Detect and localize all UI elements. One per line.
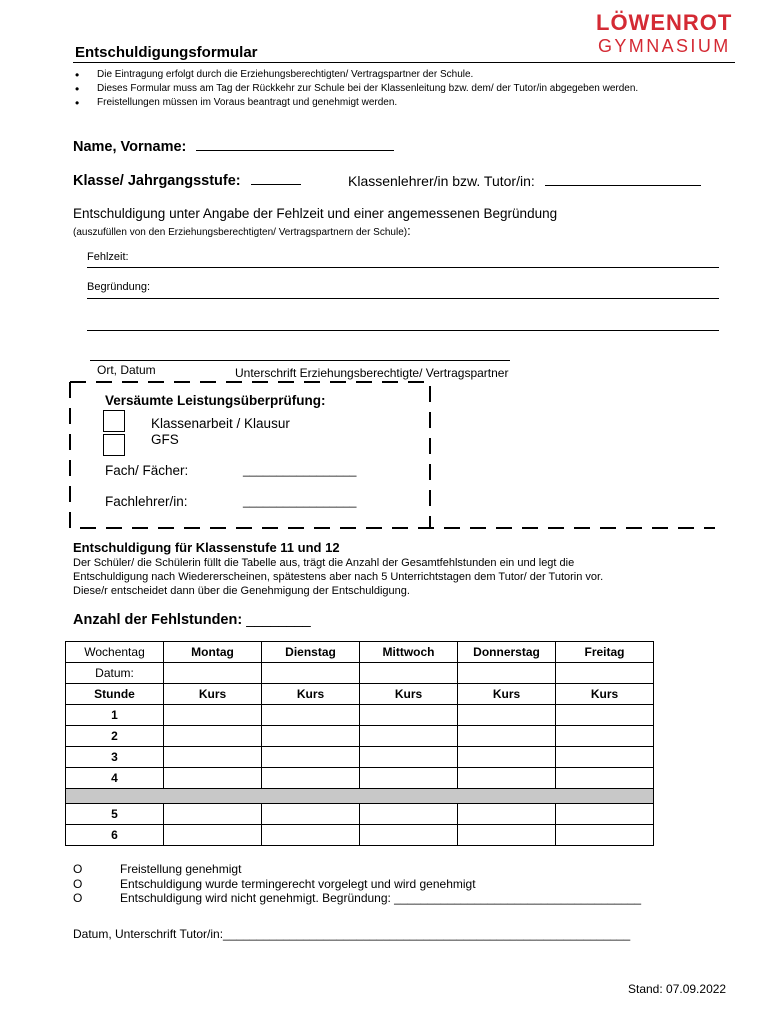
klassenlehrer-row <box>348 173 701 189</box>
oberstufe-text <box>73 556 603 598</box>
kurs-cell[interactable] <box>262 705 360 726</box>
oberstufe-heading: Entschuldigung für Klassenstufe 11 und 12 <box>73 540 340 555</box>
option-label: Entschuldigung wird nicht genehmigt. Begründung: _____________________________________ <box>120 891 642 905</box>
day-header: Freitag <box>556 642 654 663</box>
kurs-cell[interactable] <box>458 825 556 846</box>
entschuldigung-note-row <box>73 222 411 240</box>
klasse-label: Klasse/ Jahrgangsstufe: <box>73 173 241 189</box>
kurs-cell[interactable] <box>262 726 360 747</box>
kurs-cell[interactable] <box>360 768 458 789</box>
kurs-cell[interactable] <box>164 804 262 825</box>
table-row <box>66 747 654 768</box>
fehlzeit-field[interactable] <box>87 267 719 268</box>
kurs-cell[interactable] <box>360 747 458 768</box>
datum-cell[interactable] <box>262 663 360 684</box>
begruendung-field-2[interactable] <box>87 330 719 331</box>
instruction-item: • Dieses Formular muss am Tag der Rückkehr zur Schule bei der Klassenleitung bzw. dem/ der Tutor/in abgegeben werden. <box>75 82 638 96</box>
klasse-row <box>73 173 301 189</box>
fach-field[interactable]: _________________ <box>243 463 357 477</box>
datum-cell[interactable] <box>458 663 556 684</box>
kurs-cell[interactable] <box>360 705 458 726</box>
kurs-cell[interactable] <box>458 705 556 726</box>
table-row <box>66 705 654 726</box>
datum-cell[interactable] <box>164 663 262 684</box>
kurs-header: Kurs <box>556 684 654 705</box>
entschuldigung-colon: : <box>407 223 411 238</box>
kurs-cell[interactable] <box>458 804 556 825</box>
instruction-item: • Freistellungen müssen im Voraus beantragt und genehmigt werden. <box>75 96 638 110</box>
title-rule <box>73 62 735 63</box>
fachlehrer-field[interactable]: _________________ <box>243 494 357 508</box>
hour-label: 3 <box>66 747 164 768</box>
break-row <box>66 789 654 804</box>
oberstufe-line: Diese/r entscheidet dann über die Genehmigung der Entschuldigung. <box>73 585 410 597</box>
instruction-item: • Die Eintragung erfolgt durch die Erziehungsberechtigten/ Vertragspartner der Schule. <box>75 68 638 82</box>
fehlzeit-label: Fehlzeit: <box>87 251 129 263</box>
name-field[interactable] <box>196 150 394 151</box>
break-cell <box>66 789 654 804</box>
fehlstunden-label: Anzahl der Fehlstunden: <box>73 612 243 628</box>
kurs-cell[interactable] <box>164 768 262 789</box>
hour-label: 1 <box>66 705 164 726</box>
fach-label: Fach/ Fächer: <box>105 463 189 478</box>
kurs-cell[interactable] <box>360 726 458 747</box>
kurs-cell[interactable] <box>556 705 654 726</box>
kurs-cell[interactable] <box>262 747 360 768</box>
kurs-cell[interactable] <box>458 768 556 789</box>
fehlstunden-table <box>65 641 654 846</box>
stunde-header: Stunde <box>66 684 164 705</box>
kurs-cell[interactable] <box>164 726 262 747</box>
logo-wordmark-top: LÖWENROT <box>596 10 733 35</box>
kurs-cell[interactable] <box>360 825 458 846</box>
kurs-cell[interactable] <box>556 726 654 747</box>
kurs-cell[interactable] <box>360 804 458 825</box>
table-row <box>66 768 654 789</box>
instructions-list <box>75 68 638 110</box>
name-label: Name, Vorname: <box>73 139 187 155</box>
leistung-heading: Versäumte Leistungsüberprüfung: <box>105 393 326 408</box>
kurs-cell[interactable] <box>458 747 556 768</box>
table-row <box>66 825 654 846</box>
hour-label: 5 <box>66 804 164 825</box>
fehlstunden-row <box>73 612 311 628</box>
kurs-cell[interactable] <box>164 825 262 846</box>
kurs-cell[interactable] <box>262 825 360 846</box>
hour-label: 2 <box>66 726 164 747</box>
klassenlehrer-label: Klassenlehrer/in bzw. Tutor/in: <box>348 173 535 189</box>
entschuldigung-heading: Entschuldigung unter Angabe der Fehlzeit und einer angemessenen Begründung <box>73 206 558 221</box>
klassenarbeit-checkbox[interactable] <box>103 410 125 432</box>
kurs-header: Kurs <box>262 684 360 705</box>
option-marker[interactable]: O <box>73 862 83 876</box>
option-label: Freistellung genehmigt <box>120 862 242 876</box>
day-header: Montag <box>164 642 262 663</box>
oberstufe-line: Der Schüler/ die Schülerin füllt die Tabelle aus, trägt die Anzahl der Gesamtfehlstunden ein und legt die <box>73 557 575 569</box>
logo-wordmark-bottom: GYMNASIUM <box>598 36 731 56</box>
hour-label: 6 <box>66 825 164 846</box>
datum-cell[interactable] <box>556 663 654 684</box>
hour-label: 4 <box>66 768 164 789</box>
unterschrift-label: Unterschrift Erziehungsberechtigte/ Vertragspartner <box>235 366 509 380</box>
kurs-header: Kurs <box>360 684 458 705</box>
kurs-cell[interactable] <box>164 705 262 726</box>
begruendung-label: Begründung: <box>87 281 150 293</box>
kurs-cell[interactable] <box>262 804 360 825</box>
day-header: Donnerstag <box>458 642 556 663</box>
kurs-header: Kurs <box>164 684 262 705</box>
kurs-cell[interactable] <box>556 747 654 768</box>
datum-header: Datum: <box>66 663 164 684</box>
wochentag-header: Wochentag <box>66 642 164 663</box>
datum-cell[interactable] <box>360 663 458 684</box>
ort-datum-label: Ort, Datum <box>97 363 156 377</box>
kurs-cell[interactable] <box>262 768 360 789</box>
begruendung-field[interactable] <box>87 298 719 299</box>
option-marker[interactable]: O <box>73 876 83 891</box>
signature-line[interactable] <box>90 360 510 361</box>
kurs-header: Kurs <box>458 684 556 705</box>
entschuldigung-note: (auszufüllen von den Erziehungsberechtigten/ Vertragspartnern der Schule) <box>73 227 408 238</box>
table-row <box>66 726 654 747</box>
gfs-label: GFS <box>151 432 179 447</box>
option-marker[interactable]: O <box>73 891 83 905</box>
kurs-cell[interactable] <box>164 747 262 768</box>
form-title: Entschuldigungsformular <box>75 44 258 61</box>
oberstufe-line: Entschuldigung nach Wiedererscheinen, spätestens aber nach 5 Unterrichtstagen dem Tutor/ der Tutorin vor. <box>73 571 604 583</box>
gfs-checkbox[interactable] <box>103 434 125 456</box>
klassenarbeit-label: Klassenarbeit / Klausur <box>151 416 290 431</box>
kurs-cell[interactable] <box>458 726 556 747</box>
kurs-cell[interactable] <box>556 768 654 789</box>
klassenlehrer-field[interactable] <box>545 185 701 186</box>
table-row <box>66 804 654 825</box>
kurs-cell[interactable] <box>556 825 654 846</box>
fehlstunden-field[interactable]: ________ <box>246 612 311 628</box>
day-header: Mittwoch <box>360 642 458 663</box>
klasse-field[interactable] <box>251 184 301 185</box>
name-row <box>73 139 394 155</box>
tutor-signature-line[interactable]: Datum, Unterschrift Tutor/in:_____________________________________________________________ <box>73 927 631 941</box>
option-label: Entschuldigung wurde termingerecht vorgelegt und wird genehmigt <box>120 876 476 891</box>
stand-date: Stand: 07.09.2022 <box>628 982 727 996</box>
fachlehrer-label: Fachlehrer/in: <box>105 494 188 509</box>
kurs-cell[interactable] <box>556 804 654 825</box>
day-header: Dienstag <box>262 642 360 663</box>
